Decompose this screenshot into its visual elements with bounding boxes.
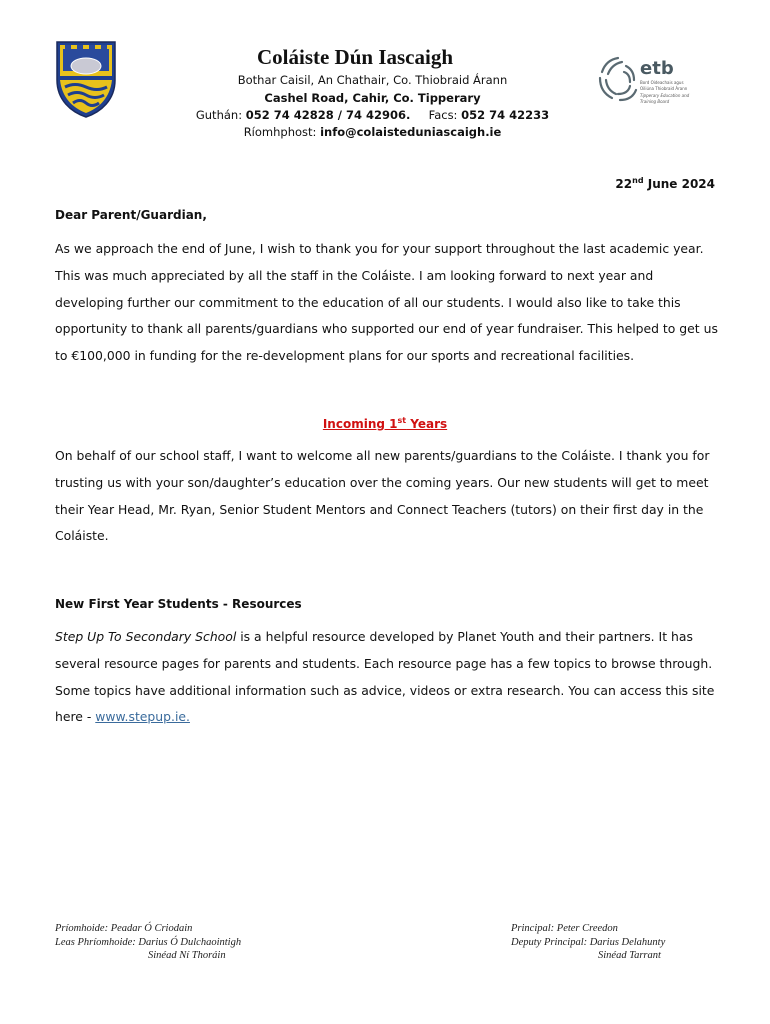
footer-right-line-2: Deputy Principal: Darius Delahunty — [511, 936, 666, 948]
etb-line-4: Training Board — [640, 99, 670, 104]
date-day: 22 — [615, 177, 633, 191]
etb-line-2: Oiliúna Thiobraid Árann — [640, 86, 688, 91]
school-name: Coláiste Dún Iascaigh — [256, 45, 454, 69]
footer-english-staff — [511, 922, 665, 963]
footer-irish-staff — [55, 922, 241, 963]
letter-date — [615, 176, 715, 191]
footer-right-line-1: Principal: Peter Creedon — [511, 923, 618, 934]
incoming-first-years-heading — [0, 416, 770, 431]
email-value: info@colaisteduniascaigh.ie — [320, 125, 502, 139]
heading-sup: st — [397, 416, 407, 425]
email-line — [0, 125, 745, 139]
paragraph-resources — [55, 624, 720, 731]
address-irish: Bothar Caisil, An Chathair, Co. Thiobraid Árann — [237, 73, 508, 87]
etb-wordmark: etb — [640, 58, 674, 79]
etb-swirl-icon — [600, 58, 636, 100]
etb-logo — [590, 52, 700, 114]
footer-left-line-2: Leas Phríomhoide: Darius Ó Dulchaointigh — [55, 936, 242, 948]
etb-line-1: Bord Oideachais agus — [640, 80, 684, 85]
address-english: Cashel Road, Cahir, Co. Tipperary — [264, 91, 481, 105]
email-label: Ríomhphost: — [243, 125, 317, 139]
paragraph-welcome: On behalf of our school staff, I want to welcome all new parents/guardians to the Coláiste. I thank you for trusting us with your son/daughter’s education over the coming years. Our new students will get to meet their Year Head, Mr. Ryan, Senior Student Mentors and Connect Teachers (tutors) on their first day in the Coláiste. — [55, 448, 710, 544]
phone-label: Guthán: — [195, 108, 243, 122]
stepup-link[interactable]: www.stepup.ie. — [95, 709, 190, 725]
footer-right-line-3: Sinéad Tarrant — [598, 950, 661, 961]
paragraph-thanks: As we approach the end of June, I wish to thank you for your support throughout the last academic year. This was much appreciated by all the staff in the Coláiste. I am looking forward to next year and developing further our commitment to the education of all our students. I would also like to take this opportunity to thank all parents/guardians who supported our end of year fundraiser. This helped to get us to €100,000 in funding for the re-development plans for our sports and recreational facilities. — [55, 241, 718, 364]
salutation: Dear Parent/Guardian, — [55, 208, 207, 222]
footer-left-line-1: Príomhoide: Peadar Ó Criodain — [55, 923, 193, 934]
resource-title: Step Up To Secondary School — [55, 629, 237, 644]
date-suffix: nd — [632, 176, 644, 185]
fax-label: Facs: — [428, 108, 458, 122]
fax-value: 052 74 42233 — [461, 108, 550, 122]
resources-heading: New First Year Students - Resources — [55, 597, 302, 611]
etb-line-3: Tipperary Education and — [640, 93, 690, 98]
date-month-year: June 2024 — [643, 177, 715, 191]
heading-text: Incoming 1 — [322, 417, 398, 431]
footer-left-line-3: Sinéad Ní Thoráin — [148, 950, 226, 961]
phone-value: 052 74 42828 / 74 42906. — [245, 108, 411, 122]
resource-description: is a helpful resource developed by Planet Youth and their partners. It has several resource pages for parents and students. Each resource page has a few topics to browse through. Some topics have additional information such as advice, videos or extra research. You can access this site here - — [55, 629, 715, 725]
heading-text-end: Years — [406, 417, 448, 431]
